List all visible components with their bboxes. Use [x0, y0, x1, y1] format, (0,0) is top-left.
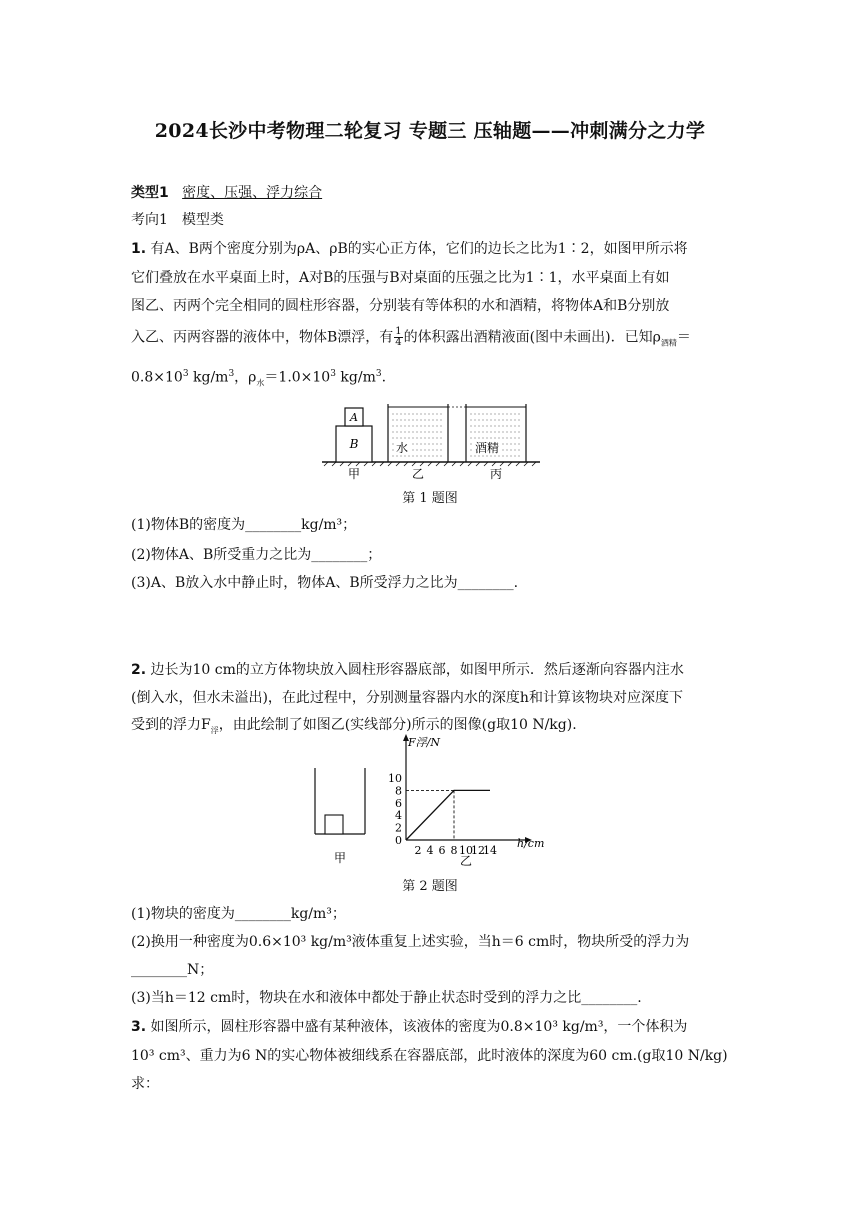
q3-line-2: 10³ cm³、重力为6 N的实心物体被细线系在容器底部，此时液体的深度为60 cm.(g取10 N/kg): [131, 1048, 728, 1064]
y-tick-label: 6: [395, 796, 402, 810]
q1-line-4: [131, 327, 691, 353]
q2-sub-2b: ________N；: [131, 962, 214, 978]
x-tick-label: 14: [483, 844, 497, 857]
q1-line-3: 图乙、丙两个完全相同的圆柱形容器，分别装有等体积的水和酒精，将物体A和B分别放: [131, 298, 670, 314]
q1-line-2: 它们叠放在水平桌面上时，A对B的压强与B对桌面的压强之比为1∶1，水平桌面上有如: [131, 270, 670, 286]
fraction-numerator: 1: [395, 326, 402, 337]
figure-2-graph: [376, 732, 556, 870]
sup: 3: [375, 369, 382, 379]
q1-text-4a: 入乙、丙两容器的液体中，物体B漂浮，有: [131, 329, 394, 346]
page-title: 2024长沙中考物理二轮复习 专题三 压轴题——冲刺满分之力学: [154, 120, 706, 142]
q1-text-5c: ，ρ: [234, 369, 257, 386]
fraction-denominator: 4: [395, 337, 402, 348]
section-heading: [131, 183, 322, 203]
q2-line-2: (倒入水，但水未溢出)，在此过程中，分别测量容器内水的深度h和计算该物块对应深度下: [131, 690, 683, 706]
label-jia: 甲: [347, 467, 361, 481]
q2-number: 2.: [131, 662, 147, 678]
block: [325, 815, 343, 834]
q2-text-1: 边长为10 cm的立方体物块放入圆柱形容器底部，如图甲所示．然后逐渐向容器内注水: [150, 662, 684, 678]
q1-sub-1: (1)物体B的密度为________kg/m³；: [131, 517, 357, 533]
q2-text-3b: ，由此绘制了如图乙(实线部分)所示的图像(g取10 N/kg).: [218, 717, 577, 733]
figure-2-container: [310, 764, 370, 864]
q2-sub-3: (3)当h＝12 cm时，物块在水和液体中都处于静止状态时受到的浮力之比________.: [131, 990, 642, 1006]
x-tick-label: 8: [450, 844, 458, 857]
q3-line-1: [131, 1017, 687, 1037]
y-tick-label: 2: [395, 821, 402, 835]
x-tick-label: 12: [471, 844, 485, 857]
q1-text-1: 有A、B两个密度分别为ρA、ρB的实心正方体，它们的边长之比为1∶2，如图甲所示将: [150, 241, 688, 257]
sub: 浮: [210, 725, 219, 735]
x-tick-label: 6: [438, 844, 446, 857]
direction-label: 考向1 模型类: [131, 212, 224, 228]
q1-text-5d: ＝1.0×10: [264, 369, 331, 386]
label-bing: 丙: [489, 467, 503, 481]
x-tick-label: 10: [459, 844, 473, 857]
q1-line-1: [131, 239, 688, 259]
q1-text-5e: kg/m: [335, 369, 376, 386]
q1-number: 1.: [131, 241, 147, 257]
q2-line-1: [131, 660, 684, 680]
y-tick-label: 0: [395, 834, 402, 847]
type-label: 类型1: [131, 185, 169, 201]
sub: 水: [256, 378, 265, 388]
q3-text-1: 如图所示，圆柱形容器中盛有某种液体，该液体的密度为0.8×10³ kg/m³，一个体积为: [150, 1019, 688, 1035]
y-tick-label: 4: [395, 809, 402, 823]
q3-line-3: 求：: [131, 1076, 159, 1092]
q1-text-5f: .: [381, 369, 387, 386]
q1-text-4c: ＝: [676, 329, 691, 346]
figure-2-caption: 第 2 题图: [402, 879, 458, 894]
y-tick-label: 8: [395, 784, 402, 798]
type-name: 密度、压强、浮力综合: [182, 185, 323, 201]
sup: 3: [228, 369, 235, 379]
y-tick-label: 10: [388, 772, 402, 785]
figure-1-caption: 第 1 题图: [402, 491, 458, 506]
container-water: [388, 404, 448, 462]
q3-number: 3.: [131, 1019, 147, 1035]
q1-line-5: [131, 364, 386, 393]
label-yi: 乙: [411, 467, 425, 481]
q1-text-4b: 的体积露出酒精液面(图中未画出)．已知ρ: [403, 329, 661, 346]
q2-text-3a: 受到的浮力F: [131, 717, 211, 733]
container-alcohol: [466, 404, 526, 462]
figure-1: [318, 400, 544, 482]
x-tick-label: 4: [426, 844, 434, 857]
water-label: 水: [395, 441, 409, 455]
label-b: B: [349, 437, 359, 451]
fraction: [394, 327, 402, 348]
q2-sub-2a: (2)换用一种密度为0.6×10³ kg/m³液体重复上述实验，当h＝6 cm时，物块所受的浮力为: [131, 934, 690, 950]
q1-text-5a: 0.8×10: [131, 369, 183, 386]
q1-text-5b: kg/m: [188, 369, 229, 386]
sup: 3: [330, 369, 336, 379]
q1-sub-2: (2)物体A、B所受重力之比为________；: [131, 547, 382, 563]
x-axis-label: h/cm: [517, 837, 545, 850]
sup: 3: [182, 369, 189, 379]
series-line: [406, 790, 490, 840]
alcohol-label: 酒精: [474, 441, 500, 455]
x-tick-label: 2: [414, 844, 422, 857]
q1-sub-3: (3)A、B放入水中静止时，物体A、B所受浮力之比为________.: [131, 575, 519, 591]
label-a: A: [350, 411, 358, 424]
label-jia: 甲: [333, 851, 347, 864]
q1-subscript: 酒精: [660, 338, 677, 348]
y-axis-label: F浮/N: [408, 736, 440, 749]
label-yi: 乙: [459, 854, 473, 868]
q2-sub-1: (1)物块的密度为________kg/m³；: [131, 906, 346, 922]
